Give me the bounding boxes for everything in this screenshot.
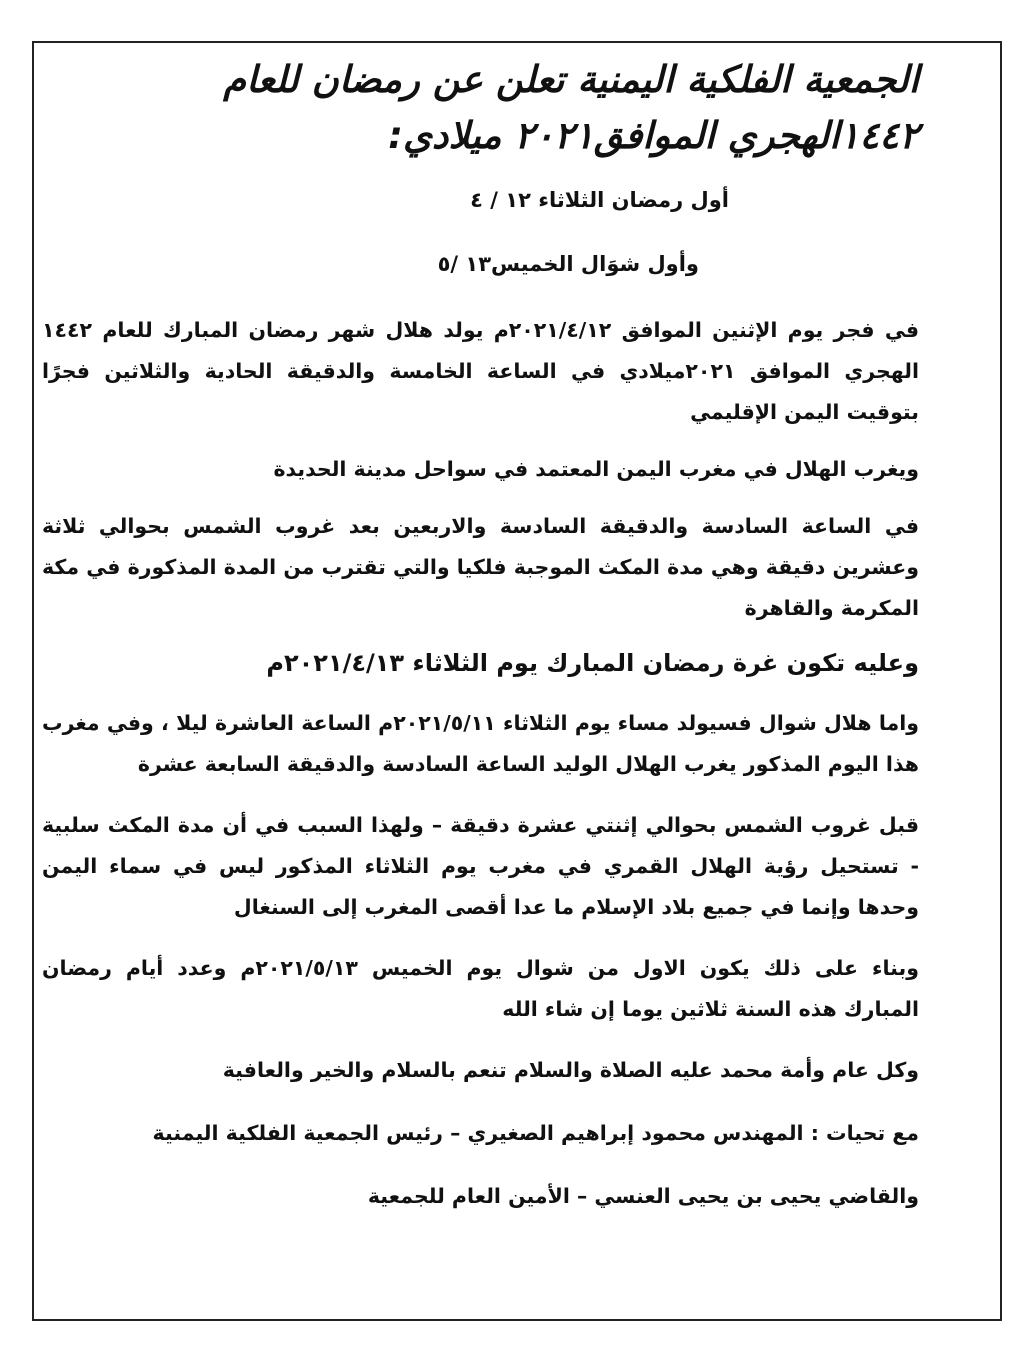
paragraph-shawwal-birth: واما هلال شوال فسيولد مساء يوم الثلاثاء ٢٠٢١/٥/١١م الساعة العاشرة ليلا ، وفي مغرب هذا اليوم المذكور يغرب الهلال الوليد الساعة السادسة والدقيقة السابعة عشرة: [42, 711, 919, 776]
signature-line: والقاضي يحيى بن يحيى العنسي – الأمين العام للجمعية: [367, 1184, 919, 1208]
paragraph-conclusion: وبناء على ذلك يكون الاول من شوال يوم الخميس ٢٠٢١/٥/١٣م وعدد أيام رمضان المبارك هذه السنة ثلاثين يوما إن شاء الله: [42, 956, 919, 1021]
paragraph-shawwal-visibility: قبل غروب الشمس بحوالي إثنتي عشرة دقيقة – ولهذا السبب في أن مدة المكث سلبية - تستحيل رؤية الهلال القمري في مغرب يوم الثلاثاء المذكور ليس في سماء اليمن وحدها وإنما في جميع بلاد الإسلام ما عدا أقصى المغرب إلى السنغال: [42, 813, 919, 919]
greeting-line: مع تحيات : المهندس محمود إبراهيم الصغيري – رئيس الجمعية الفلكية اليمنية: [152, 1121, 919, 1145]
key-dates: [42, 182, 919, 282]
paragraph-moon-duration: في الساعة السادسة والدقيقة السادسة والاربعين بعد غروب الشمس بحوالي ثلاثة وعشرين دقيقة وهي مدة المكث الموجبة فلكيا والتي تقترب من المدة المذكورة في مكة المكرمة والقاهرة: [42, 514, 919, 620]
document-body: [42, 52, 919, 1217]
document-title: [42, 52, 919, 164]
title-line-2: ١٤٤٢الهجري الموافق٢٠٢١ ميلادي:: [388, 114, 919, 157]
paragraph-wishes: وكل عام وأمة محمد عليه الصلاة والسلام تنعم بالسلام والخير والعافية: [222, 1058, 919, 1082]
title-line-1: الجمعية الفلكية اليمنية تعلن عن رمضان للعام: [223, 58, 919, 101]
ramadan-start-headline: وعليه تكون غرة رمضان المبارك يوم الثلاثاء ٢٠٢١/٤/١٣م: [266, 649, 919, 677]
paragraph-moon-birth: في فجر يوم الإثنين الموافق ٢٠٢١/٤/١٢م يولد هلال شهر رمضان المبارك للعام ١٤٤٢ الهجري الموافق ٢٠٢١ميلادي في الساعة الخامسة والدقيقة الحادية والثلاثين فجرًا بتوقيت اليمن الإقليمي: [42, 318, 919, 424]
paragraph-moon-set: ويغرب الهلال في مغرب اليمن المعتمد في سواحل مدينة الحديدة: [273, 457, 919, 481]
first-ramadan-date: أول رمضان الثلاثاء ١٢ / ٤: [470, 188, 729, 212]
first-shawwal-date: وأول شوَال الخميس١٣ /٥: [437, 252, 699, 276]
